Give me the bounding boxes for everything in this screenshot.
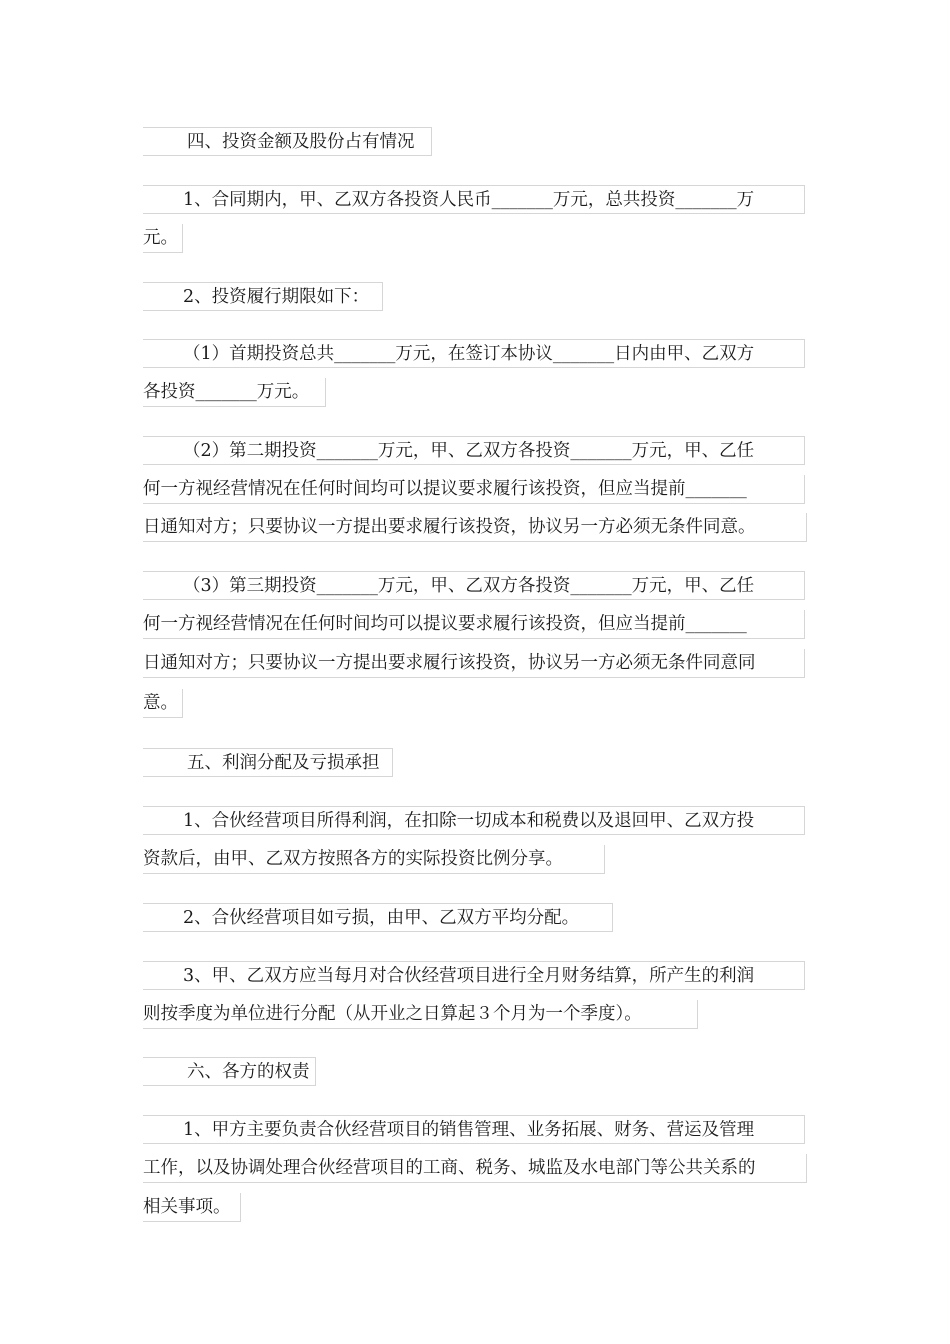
paragraph-line: 日通知对方；只要协议一方提出要求履行该投资，协议另一方必须无条件同意。: [143, 513, 807, 542]
paragraph-line: 1、甲方主要负责合伙经营项目的销售管理、业务拓展、财务、营运及管理: [143, 1115, 805, 1144]
paragraph-line: 则按季度为单位进行分配（从开业之日算起３个月为一个季度）。: [143, 1000, 698, 1029]
paragraph-line: （1）首期投资总共_______万元，在签订本协议_______日内由甲、乙双方: [143, 339, 805, 368]
section-heading-investment: 四、投资金额及股份占有情况: [143, 127, 432, 156]
paragraph-line: 元。: [143, 224, 183, 253]
paragraph-line: 意。: [143, 689, 183, 718]
paragraph-line: 相关事项。: [143, 1193, 241, 1222]
paragraph-line: （2）第二期投资_______万元，甲、乙双方各投资_______万元，甲、乙任: [143, 436, 805, 465]
paragraph-line: 3、甲、乙双方应当每月对合伙经营项目进行全月财务结算，所产生的利润: [143, 961, 805, 990]
paragraph-line: （3）第三期投资_______万元，甲、乙双方各投资_______万元，甲、乙任: [143, 571, 805, 600]
paragraph-line: 2、合伙经营项目如亏损，由甲、乙双方平均分配。: [143, 903, 613, 932]
paragraph-line: 日通知对方；只要协议一方提出要求履行该投资，协议另一方必须无条件同意同: [143, 649, 805, 678]
paragraph-line: 2、投资履行期限如下：: [143, 282, 383, 311]
paragraph-line: 何一方视经营情况在任何时间均可以提议要求履行该投资，但应当提前_______: [143, 475, 805, 504]
paragraph-line: 各投资_______万元。: [143, 378, 326, 407]
section-heading-rights: 六、各方的权责: [143, 1057, 316, 1086]
paragraph-line: 资款后，由甲、乙双方按照各方的实际投资比例分享。: [143, 845, 605, 874]
paragraph-line: 工作，以及协调处理合伙经营项目的工商、税务、城监及水电部门等公共关系的: [143, 1154, 807, 1183]
paragraph-line: 1、合伙经营项目所得利润，在扣除一切成本和税费以及退回甲、乙双方投: [143, 806, 805, 835]
paragraph-line: 1、合同期内，甲、乙双方各投资人民币_______万元，总共投资_______万: [143, 185, 805, 214]
section-heading-profit: 五、利润分配及亏损承担: [143, 748, 393, 777]
paragraph-line: 何一方视经营情况在任何时间均可以提议要求履行该投资，但应当提前_______: [143, 610, 805, 639]
